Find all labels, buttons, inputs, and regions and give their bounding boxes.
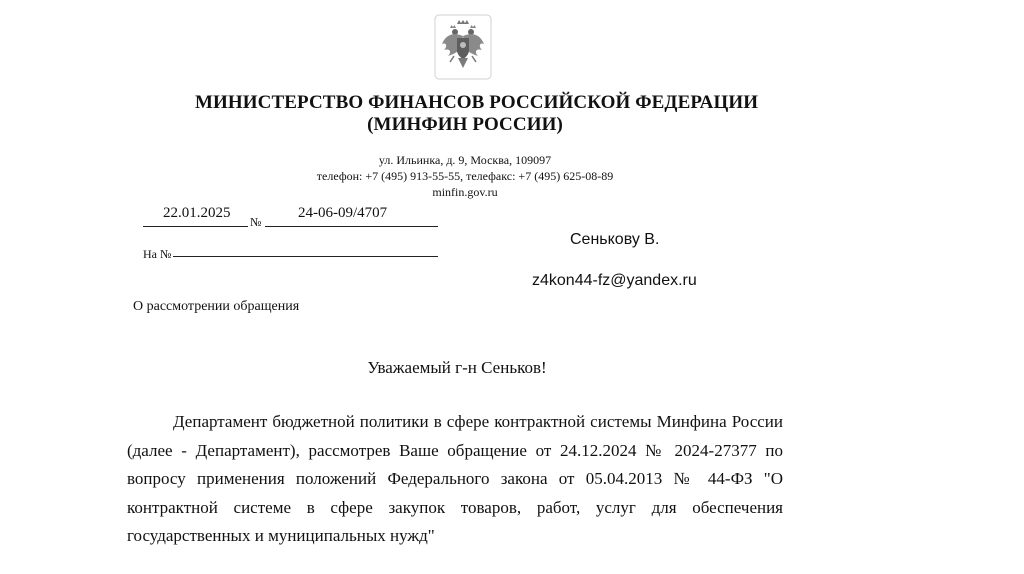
reference-label: На № [143, 247, 172, 261]
ministry-address: ул. Ильинка, д. 9, Москва, 109097 [378, 153, 552, 167]
letter-body: Департамент бюджетной политики в сфере контрактной системы Минфина России (далее - Департамент), рассмотрев Ваше обращение от 24.12.2024 № 2024-27377 по вопросу применения положений Федерального закона от 05.04.2013 № 44-ФЗ "О контрактной системе в сфере закупок товаров, работ, услуг для обеспечения государственных и муниципальных нужд" [127, 412, 783, 545]
bottom-fade [0, 558, 1024, 574]
ministry-name: МИНИСТЕРСТВО ФИНАНСОВ РОССИЙСКОЙ ФЕДЕРАЦИИ [195, 92, 759, 113]
letter-subject: О рассмотрении обращения [133, 299, 300, 314]
letter-date: 22.01.2025 [163, 205, 231, 221]
ministry-phones: телефон: +7 (495) 913-55-55, телефакс: +7 (495) 625-08-89 [316, 169, 614, 183]
ministry-website: minfin.gov.ru [432, 185, 498, 199]
recipient-email: z4kon44-fz@yandex.ru [532, 272, 697, 289]
ministry-short-name: (МИНФИН РОССИИ) [367, 114, 563, 135]
recipient-name: Сенькову В. [570, 231, 660, 248]
coat-of-arms-emblem [434, 14, 492, 80]
ministry-title [195, 92, 759, 136]
letter-number: 24-06-09/4707 [298, 205, 388, 221]
reference-underline [173, 242, 438, 257]
letter-greeting: Уважаемый г-н Сеньков! [367, 358, 547, 377]
number-label: № [250, 215, 262, 229]
